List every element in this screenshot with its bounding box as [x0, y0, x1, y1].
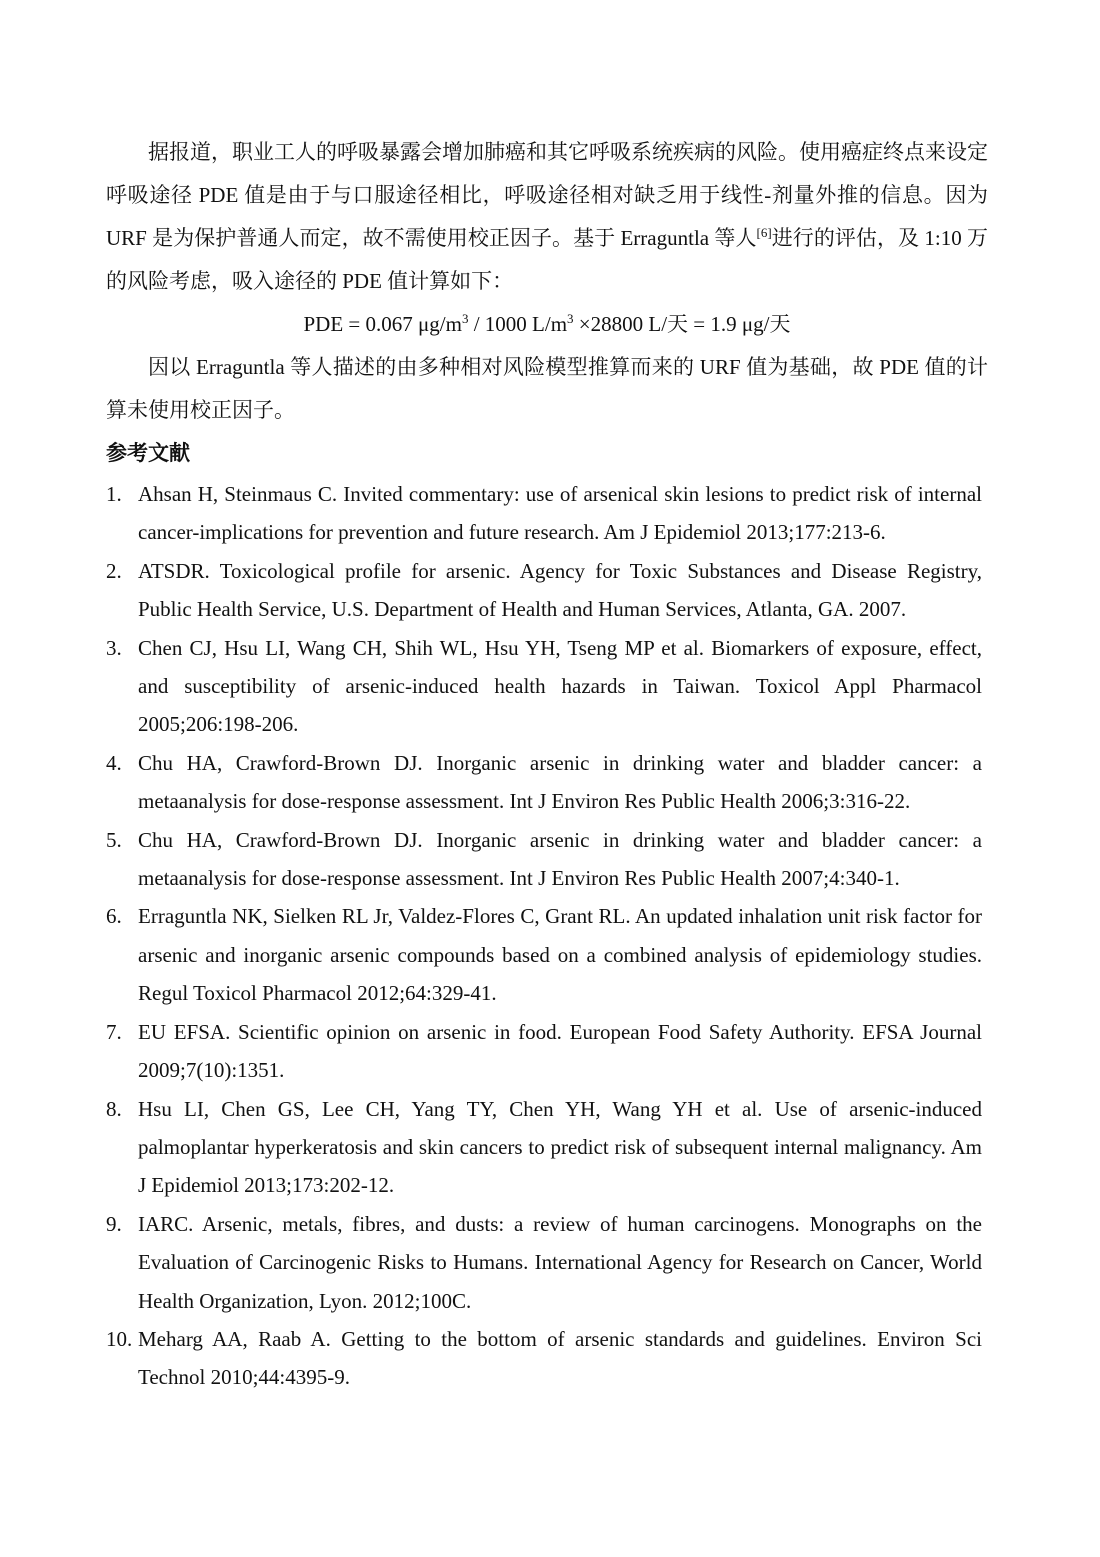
- reference-item-5: [106, 821, 988, 898]
- references-heading: 参考文献: [106, 441, 190, 465]
- citation-superscript: [6]: [756, 225, 772, 240]
- reference-text: Erraguntla NK, Sielken RL Jr, Valdez-Flores C, Grant RL. An updated inhalation unit risk factor for arsenic and inorganic arsenic compounds based on a combined analysis of epidemiology studies. Regul Toxicol Pharmacol 2012;64:329-41.: [138, 904, 982, 1006]
- formula-part-3: ×28800 L/天 = 1.9 μg/天: [573, 312, 791, 336]
- reference-item-8: [106, 1090, 988, 1205]
- reference-text: ATSDR. Toxicological profile for arsenic. Agency for Toxic Substances and Disease Registry, Public Health Service, U.S. Department of Health and Human Services, Atlanta, GA. 2007.: [138, 558, 982, 622]
- reference-item-1: [106, 475, 988, 552]
- body-paragraph-2: 因以 Erraguntla 等人描述的由多种相对风险模型推算而来的 URF 值为基础，故 PDE 值的计算未使用校正因子。: [106, 355, 988, 422]
- paragraph-1-text-b: 进行的评估，及 1:10 万的风险考虑，吸入途径的 PDE 值计算如下：: [106, 226, 988, 293]
- reference-text: Chu HA, Crawford-Brown DJ. Inorganic arsenic in drinking water and bladder cancer: a metaanalysis for dose-response assessment. Int J Environ Res Public Health 2007;4:340-1.: [138, 827, 982, 891]
- formula-part-1: PDE = 0.067 μg/m: [303, 312, 462, 336]
- reference-number: 8.: [106, 1096, 122, 1121]
- formula-exponent-2: 3: [567, 311, 574, 326]
- formula-exponent-1: 3: [461, 311, 469, 326]
- reference-text: EU EFSA. Scientific opinion on arsenic in food. European Food Safety Authority. EFSA Journal 2009;7(10):1351.: [138, 1019, 982, 1083]
- reference-number: 3.: [106, 635, 122, 660]
- reference-item-4: [106, 744, 988, 821]
- reference-text: Ahsan H, Steinmaus C. Invited commentary: use of arsenical skin lesions to predict risk of internal cancer-implications for prevention and future research. Am J Epidemiol 2013;177:213-6.: [138, 482, 982, 545]
- reference-number: 2.: [106, 558, 122, 583]
- reference-item-9: [106, 1205, 988, 1320]
- reference-number: 7.: [106, 1019, 122, 1044]
- reference-number: 1.: [106, 482, 122, 506]
- reference-text: Chen CJ, Hsu LI, Wang CH, Shih WL, Hsu YH, Tseng MP et al. Biomarkers of exposure, effect, and susceptibility of arsenic-induced health hazards in Taiwan. Toxicol Appl Pharmacol 2005;206:198-206.: [138, 635, 982, 737]
- body-paragraph-1: [106, 131, 988, 303]
- reference-number: 4.: [106, 750, 122, 775]
- reference-text: IARC. Arsenic, metals, fibres, and dusts: a review of human carcinogens. Monographs on the Evaluation of Carcinogenic Risks to Humans. International Agency for Research on Cancer, World Health Organization, Lyon. 2012;100C.: [138, 1211, 982, 1313]
- reference-text: Chu HA, Crawford-Brown DJ. Inorganic arsenic in drinking water and bladder cancer: a metaanalysis for dose-response assessment. Int J Environ Res Public Health 2006;3:316-22.: [138, 750, 982, 814]
- formula-part-2: / 1000 L/m: [468, 312, 568, 336]
- reference-item-7: [106, 1013, 988, 1090]
- reference-number: 5.: [106, 827, 122, 852]
- reference-item-2: [106, 552, 988, 629]
- reference-item-6: [106, 897, 988, 1012]
- reference-number: 6.: [106, 904, 122, 929]
- reference-list: [106, 475, 988, 1397]
- paragraph-1-text-a: 据报道，职业工人的呼吸暴露会增加肺癌和其它呼吸系统疾病的风险。使用癌症终点来设定呼吸途径 PDE 值是由于与口服途径相比，呼吸途径相对缺乏用于线性-剂量外推的信息。因为 URF 是为保护普通人而定，故不需使用校正因子。基于 Erraguntla 等人: [106, 140, 988, 250]
- reference-text: Meharg AA, Raab A. Getting to the bottom of arsenic standards and guidelines. Environ Sci Technol 2010;44:4395-9.: [138, 1326, 982, 1390]
- reference-number: 9.: [106, 1211, 122, 1236]
- reference-item-3: [106, 629, 988, 744]
- reference-item-10: [106, 1320, 988, 1397]
- reference-text: Hsu LI, Chen GS, Lee CH, Yang TY, Chen YH, Wang YH et al. Use of arsenic-induced palmoplantar hyperkeratosis and skin cancers to predict risk of subsequent internal malignancy. Am J Epidemiol 2013;173:202-12.: [138, 1096, 982, 1198]
- reference-number: 10.: [106, 1326, 133, 1351]
- pde-formula: [106, 303, 988, 346]
